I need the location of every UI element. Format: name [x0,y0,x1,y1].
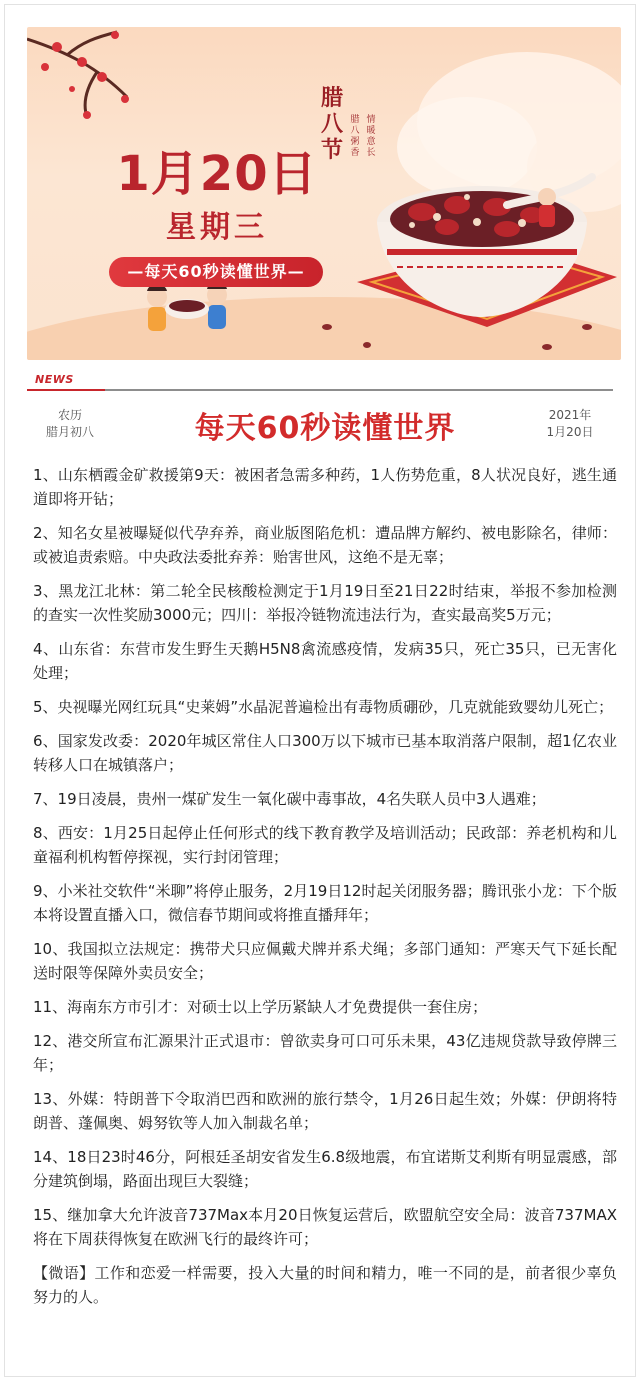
date-day: 1月20日 [546,425,594,439]
news-item: 9、小米社交软件“米聊”将停止服务，2月19日12时起关闭服务器；腾讯张小龙：下个版本将设置直播入口，微信春节期间或将推直播拜年； [33,882,617,924]
news-list [33,463,617,1319]
news-item: 15、继加拿大允许波音737Max本月20日恢复运营后，欧盟航空安全局：波音737MAX将在下周获得恢复在欧洲飞行的最终许可； [33,1206,617,1248]
news-item: 14、18日23时46分，阿根廷圣胡安省发生6.8级地震，布宜诺斯艾利斯有明显震感，部分建筑倒塌，路面出现巨大裂缝； [33,1148,617,1190]
gregorian-date [535,407,605,441]
page-title: 每天60秒读懂世界 [194,411,456,446]
news-item: 2、知名女星被曝疑似代孕弃养，商业版图陷危机：遭品牌方解约、被电影除名，律师：或被追责索赔。中央政法委批弃养：贻害世风，这绝不是无辜； [33,524,617,566]
news-item: 4、山东省：东营市发生野生天鹅H5N8禽流感疫情，发病35只，死亡35只，已无害化处理； [33,640,617,682]
laba-festival-banner [27,27,621,360]
divider-accent [27,389,105,391]
news-item: 1、山东栖霞金矿救援第9天：被困者急需多种药，1人伤势危重，8人状况良好，逃生通道即将开钻； [33,466,617,508]
news-item: 11、海南东方市引才：对硕士以上学历紧缺人才免费提供一套住房； [33,998,488,1016]
news-item: 12、港交所宣布汇源果汁正式退市：曾欲卖身可口可乐未果，43亿违规贷款导致停牌三年； [33,1032,617,1074]
news-item: 7、19日凌晨，贵州一煤矿发生一氧化碳中毒事故，4名失联人员中3人遇难； [33,790,546,808]
news-item: 6、国家发改委：2020年城区常住人口300万以下城市已基本取消落户限制，超1亿农业转移人口在城镇落户； [33,732,617,774]
news-item: 3、黑龙江北林：第二轮全民核酸检测定于1月19日至21日22时结束，举报不参加检测的查实一次性奖励3000元；四川：举报冷链物流违法行为，查实最高奖5万元； [33,582,617,624]
festival-subtitle-2: 情暖意长 [366,115,376,158]
news-tag: NEWS [35,373,74,386]
banner-slogan: —每天60秒读懂世界— [109,257,323,287]
lunar-date [35,407,105,441]
news-item: 13、外媒：特朗普下令取消巴西和欧洲的旅行禁令，1月26日起生效；外媒：伊朗将特朗普、蓬佩奥、姆努钦等人加入制裁名单； [33,1090,617,1132]
lunar-label: 农历 [57,408,82,422]
news-item: 8、西安：1月25日起停止任何形式的线下教育教学及培训活动；民政部：养老机构和儿童福利机构暂停探视，实行封闭管理； [33,824,617,866]
banner-weekday: 星期三 [166,210,268,245]
festival-title: 腊八节 [320,85,343,163]
date-year: 2021年 [548,408,592,422]
festival-subtitle-1: 腊八粥香 [350,115,360,158]
news-item: 5、央视曝光网红玩具“史莱姆”水晶泥普遍检出有毒物质硼砂，几克就能致婴幼儿死亡； [33,698,614,716]
daily-quote: 【微语】工作和恋爱一样需要，投入大量的时间和精力，唯一不同的是，前者很少辜负努力的人。 [33,1264,617,1306]
lunar-day: 腊月初八 [45,425,94,439]
news-item: 10、我国拟立法规定：携带犬只应佩戴犬牌并系犬绳；多部门通知：严寒天气下延长配送时限等保障外卖员安全； [33,940,617,982]
divider [27,389,613,391]
banner-date: 1月20日 [116,146,318,202]
article-frame [4,4,636,1377]
